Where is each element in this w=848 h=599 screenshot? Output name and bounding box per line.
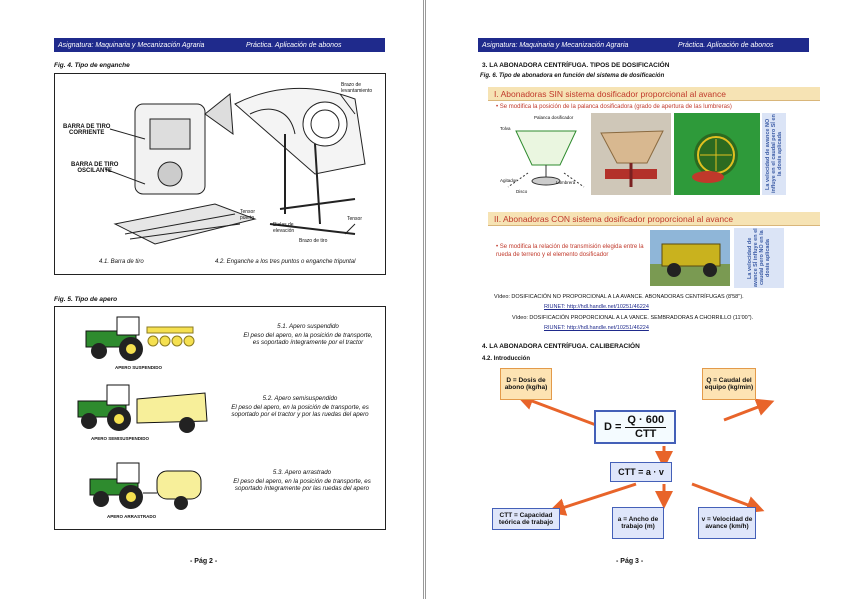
- band2-bullet: • Se modifica la relación de transmisión elegida entre la rueda de terreno y el elemento dosificador: [496, 244, 644, 258]
- left-page-header: [54, 38, 385, 52]
- apero2-label: APERO SEMISUSPENDIDO: [91, 436, 150, 441]
- label-bielas: Bielas de elevación: [273, 222, 295, 234]
- apero1-title: 5.1. Apero suspendido: [277, 323, 339, 330]
- fig5-caption: Fig. 5. Tipo de apero: [54, 296, 118, 303]
- video2-link[interactable]: RIUNET: http://hdl.handle.net/10251/46224: [544, 325, 649, 331]
- band1-note: La velocidad de avance NO influye en el caudal pero SÍ en la dosis aplicada: [762, 113, 786, 195]
- band-without-proportional: I. Abonadoras SIN sistema dosificador proporcional al avance: [488, 87, 820, 101]
- band-with-proportional: II. Abonadoras CON sistema dosificador proporcional al avance: [488, 212, 820, 226]
- fig4-sub-a: 4.1. Barra de tiro: [99, 259, 144, 265]
- section4-title: 4. LA ABONADORA CENTRÍFUGA. CALIBERACIÓN: [482, 343, 640, 350]
- apero2-block: [227, 395, 373, 418]
- video1-link[interactable]: RIUNET: http://hdl.handle.net/10251/46224: [544, 304, 649, 310]
- label-brazo-tiro: Brazo de tiro: [299, 238, 328, 244]
- tractor-trailed-illustration: [85, 457, 215, 513]
- formula-dosis-box: D = Dosis de abono (kg/ha): [500, 368, 552, 400]
- fig4-sub-b: 4.2. Enganche a los tres puntos o enganche tripuntal: [215, 259, 356, 265]
- apero1-text: El peso del apero, en la posición de transporte, es soportado íntegramente por el tractor: [243, 332, 373, 346]
- proportional-spreader-photo: [650, 230, 730, 286]
- hitch-illustration: [55, 74, 385, 274]
- formula-denominator: CTT: [635, 427, 657, 440]
- label-brazo-levantamiento: Brazo de levantamiento: [341, 82, 373, 94]
- video2-text: Vídeo: DOSIFICACIÓN PROPORCIONAL A LA VANCE. SEMBRADORAS A CHORRILLO (11'00'').: [512, 315, 754, 321]
- fig5-frame: [54, 306, 386, 530]
- header-practice-title: Práctica. Aplicación de abonos: [246, 41, 342, 49]
- band2-bullet-text: Se modifica la relación de transmisión elegida entre la rueda de terreno y el elemento dosificador: [496, 244, 644, 258]
- label-lumbrera: Lumbrera: [556, 180, 576, 185]
- video1-text: Vídeo: DOSIFICACIÓN NO PROPORCIONAL A LA AVANCE. ABONADORAS CENTRÍFUGAS (8'58'').: [494, 294, 744, 300]
- right-page: [425, 0, 848, 599]
- formula-ctt-def-box: CTT = Capacidad teórica de trabajo: [492, 508, 560, 530]
- formula-ancho-box: a = Ancho de trabajo (m): [612, 507, 664, 539]
- tractor-semisuspended-illustration: [73, 381, 213, 435]
- apero3-text: El peso del apero, en la posición de transporte, es soportado íntegramente por las ruedas del apero: [233, 478, 371, 492]
- label-barra-corriente: BARRA DE TIRO CORRIENTE: [63, 124, 111, 136]
- apero1-label: APERO SUSPENDIDO: [115, 365, 163, 370]
- band1-bullet: • Se modifica la posición de la palanca dosificadora (grado de apertura de las lumbreras): [496, 104, 732, 110]
- tractor-suspended-illustration: [81, 313, 201, 365]
- apero3-title: 5.3. Apero arrastrado: [272, 469, 332, 476]
- left-page-number: - Pág 2 -: [190, 558, 218, 565]
- section42-title: 4.2. Introducción: [482, 356, 531, 362]
- header-practice-title-right: Práctica. Aplicación de abonos: [678, 41, 774, 49]
- formula-caudal-box: Q = Caudal del equipo (kg/min): [702, 368, 756, 400]
- label-tolva: Tolva: [500, 126, 511, 131]
- formula-fraction: [625, 414, 666, 440]
- fig4-frame: [54, 73, 386, 275]
- label-disco: Disco: [516, 189, 528, 194]
- right-page-header: [478, 38, 809, 52]
- apero3-block: [229, 469, 375, 492]
- formula-main-lhs: D =: [603, 420, 622, 433]
- spreader-field-photo: [674, 113, 760, 195]
- label-palanca: Palanca dosificador: [534, 115, 574, 120]
- apero1-block: [243, 323, 373, 346]
- spreader-photo: [591, 113, 671, 195]
- apero2-text: El peso del apero, en la posición de transporte, es soportado por el tractor y por las ruedas del apero: [231, 404, 369, 418]
- label-agitador: Agitador: [500, 178, 517, 183]
- formula-velocidad-box: v = Velocidad de avance (km/h): [698, 507, 756, 539]
- formula-numerator: Q · 600: [627, 413, 665, 426]
- fig4-caption: Fig. 4. Tipo de enganche: [54, 62, 130, 69]
- band2-note: La velocidad de avance SÍ influye en el caudal pero NO en la dosis aplicada: [734, 228, 784, 288]
- apero2-title: 5.2. Apero semisuspendido: [262, 395, 338, 402]
- formula-main-box: [594, 410, 676, 444]
- formula-ctt-box: CTT = a · v: [610, 462, 672, 482]
- label-barra-oscilante: BARRA DE TIRO OSCILANTE: [71, 162, 119, 174]
- apero3-label: APERO ARRASTRADO: [107, 514, 157, 519]
- header-course-title: Asignatura: Maquinaria y Mecanización Agraria: [58, 41, 205, 49]
- header-course-title-right: Asignatura: Maquinaria y Mecanización Agraria: [482, 41, 629, 49]
- label-tensor-puerto: Tensor puerto: [240, 209, 256, 221]
- section3-title: 3. LA ABONADORA CENTRÍFUGA. TIPOS DE DOSIFICACIÓN: [482, 62, 670, 69]
- right-page-number: - Pág 3 -: [616, 558, 644, 565]
- fig6-caption: Fig. 6. Tipo de abonadora en función del sistema de dosificación: [480, 73, 665, 79]
- label-tensor: Tensor: [347, 216, 363, 222]
- band1-bullet-text: Se modifica la posición de la palanca dosificadora (grado de apertura de las lumbreras): [499, 104, 732, 110]
